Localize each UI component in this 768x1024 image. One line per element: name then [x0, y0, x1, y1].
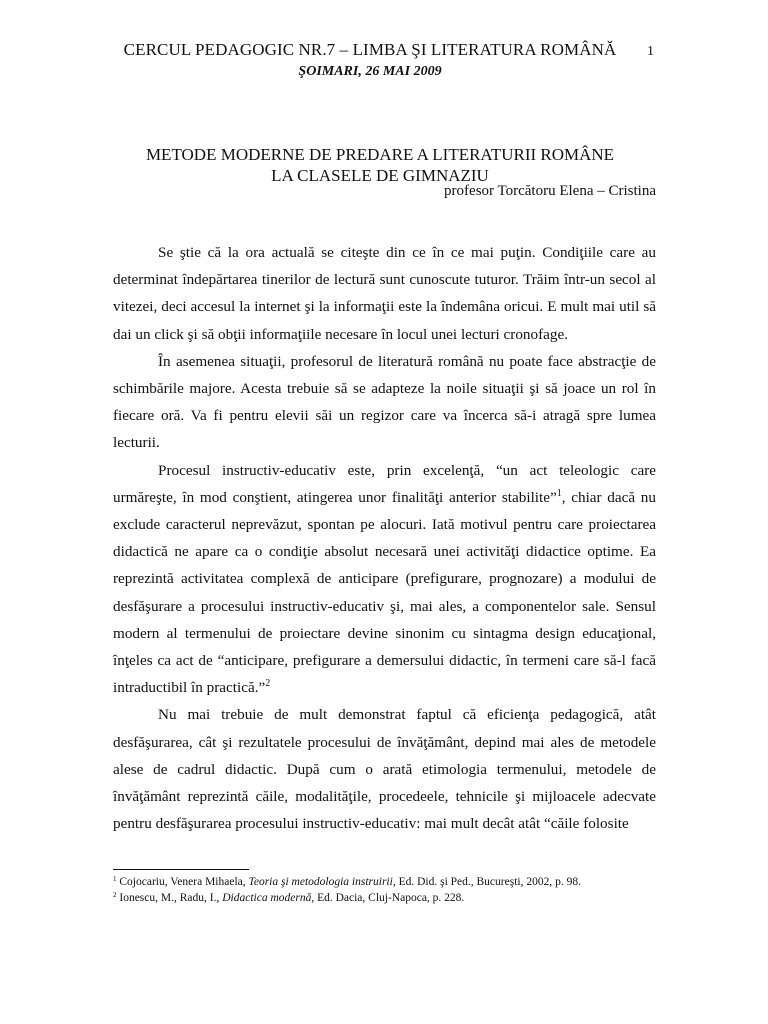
paragraph-2: În asemenea situaţii, profesorul de literatură română nu poate face abstracţie de schimbările majore. Acesta trebuie să se adapteze la noile situaţii şi să joace un rol în fiecare oră. Va fi pentru elevii săi un regizor care va încerca să-i atragă spre lumea lecturii. — [113, 352, 656, 452]
footnote-1-publisher: , Ed. Did. şi Ped., Bucureşti, 2002, p. 98. — [392, 876, 581, 888]
article-title-line-1: METODE MODERNE DE PREDARE A LITERATURII ROMÂNE — [145, 145, 615, 164]
footnote-2-book-title: Didactica modernă — [222, 892, 312, 904]
footnote-2 — [113, 890, 673, 906]
footnote-ref-2: 2 — [265, 678, 271, 690]
paragraph-3-part-a: Procesul instructiv-educativ este, prin excelenţă, “un act teleologic care urmăreşte, în mod conştient, atingerea unor finalităţi anterior stabilite” — [113, 461, 656, 506]
page-number: 1 — [647, 44, 654, 59]
footnote-1-marker: 1 — [113, 875, 117, 883]
paragraph-3 — [113, 457, 656, 702]
footnote-2-marker: 2 — [113, 891, 117, 899]
paragraph-3-part-b: , chiar dacă nu exclude caracterul neprevăzut, spontan pe alocuri. Iată motivul pentru care proiectarea didactică ne apare ca o condiţie absolut necesară unei activităţi didactice optime. Ea reprezintă activitatea complexă de anticipare (prefigurare, prognozare) a modului de desfăşurare a procesului instructiv-educativ şi, mai ales, a componentelor sale. Sensul modern al termenului de proiectare devine sinonim cu sintagma design educaţional, înţeles ca act de “anticipare, prefigurare a demersului didactic, în termeni care să-l facă intraductibil în practică.” — [113, 488, 656, 697]
article-title — [90, 144, 670, 186]
paragraph-1: Se ştie că la ora actuală se citeşte din ce în ce mai puţin. Condiţiile care au determinat îndepărtarea tinerilor de lectură sunt cunoscute tuturor. Trăim într-un secol al vitezei, deci accesul la internet şi la informaţii este la îndemâna oricui. E mult mai util să dai un click şi să obţii informaţiile necesare în locul unei lecturi cronofage. — [113, 244, 656, 343]
article-body — [113, 239, 656, 837]
footnote-divider — [113, 869, 249, 870]
article-title-line-2: LA CLASELE DE GIMNAZIU — [271, 166, 489, 185]
footnote-2-publisher: , Ed. Dacia, Cluj-Napoca, p. 228. — [311, 892, 465, 904]
paragraph-4: Nu mai trebuie de mult demonstrat faptul că eficienţa pedagogică, atât desfăşurarea, cât şi rezultatele procesului de învăţământ, depind mai ales de metodele alese de cadrul didactic. După cum o arată etimologia termenului, metodele de învăţământ reprezintă căile, modalităţile, procedeele, tehnicile şi mijloacele adecvate pentru desfăşurarea procesului instructiv-educativ: mai mult decât atât “căile folosite — [113, 706, 656, 833]
footnote-1-authors: Cojocariu, Venera Mihaela, — [116, 876, 249, 888]
header-title: CERCUL PEDAGOGIC NR.7 – LIMBA ŞI LITERATURA ROMÂNĂ — [123, 40, 617, 59]
footnote-ref-1: 1 — [556, 487, 562, 499]
article-author: profesor Torcătoru Elena – Cristina — [444, 183, 656, 199]
footnotes — [113, 874, 673, 906]
footnote-1-book-title: Teoria şi metodologia instruirii — [248, 876, 393, 888]
header-subtitle: ŞOIMARI, 26 MAI 2009 — [298, 64, 442, 79]
footnote-1 — [113, 874, 673, 890]
footnote-2-authors: Ionescu, M., Radu, I., — [116, 892, 223, 904]
